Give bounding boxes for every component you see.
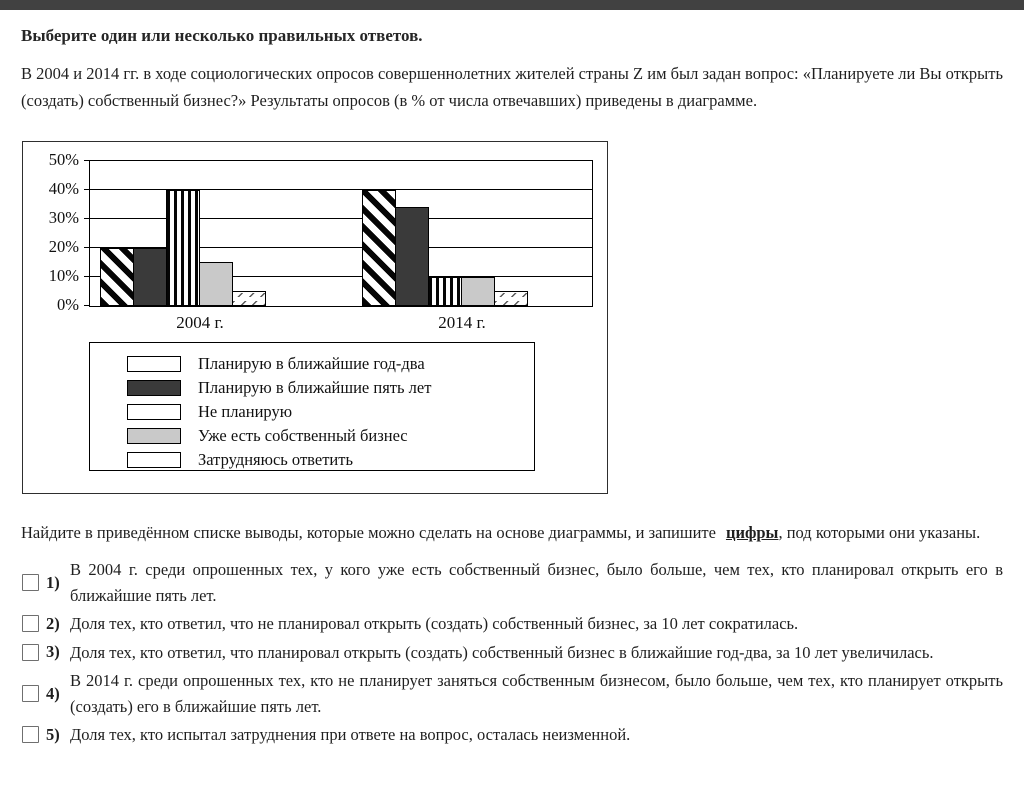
option-checkbox-1[interactable] bbox=[22, 574, 39, 591]
bar-group2-series5 bbox=[494, 291, 528, 306]
legend-label: Уже есть собственный бизнес bbox=[198, 426, 408, 445]
legend-label: Не планирую bbox=[198, 402, 293, 421]
top-bar bbox=[0, 0, 1024, 10]
option-number: 4) bbox=[46, 683, 60, 703]
x-axis-label: 2014 г. bbox=[438, 313, 486, 332]
y-tick-label: 40% bbox=[48, 179, 79, 198]
option-checkbox-3[interactable] bbox=[22, 644, 39, 661]
y-tick-mark bbox=[84, 218, 90, 219]
option-text: Доля тех, кто ответил, что планировал открыть (создать) собственный бизнес в ближайшие год-два, за 10 лет увеличилась. bbox=[70, 642, 934, 662]
options-list bbox=[21, 557, 1003, 748]
option-number: 3) bbox=[46, 642, 60, 662]
bar-group2-series1 bbox=[362, 190, 396, 306]
legend-item bbox=[127, 352, 534, 376]
x-axis-label: 2004 г. bbox=[176, 313, 224, 332]
bar-group1-series1 bbox=[100, 248, 134, 306]
y-tick-mark bbox=[84, 189, 90, 190]
bar-group1-series4 bbox=[199, 262, 233, 306]
y-tick-label: 0% bbox=[57, 295, 79, 314]
bar-group1-series3 bbox=[166, 190, 200, 306]
chart-box bbox=[22, 141, 608, 494]
y-tick-mark bbox=[84, 160, 90, 161]
option-number: 1) bbox=[46, 572, 60, 592]
option-number: 2) bbox=[46, 613, 60, 633]
legend-label: Затрудняюсь ответить bbox=[198, 450, 353, 469]
question-text-after: , под которыми они указаны. bbox=[778, 523, 981, 542]
option-checkbox-4[interactable] bbox=[22, 685, 39, 702]
legend-box bbox=[89, 342, 535, 471]
legend-swatch-sparse-hatch bbox=[127, 452, 181, 468]
y-tick-mark bbox=[84, 305, 90, 306]
bar-group2-series2 bbox=[395, 207, 429, 306]
y-tick-label: 50% bbox=[48, 150, 79, 169]
legend-item bbox=[127, 448, 534, 472]
y-tick-mark bbox=[84, 276, 90, 277]
option-text: Доля тех, кто испытал затруднения при ответе на вопрос, осталась неизменной. bbox=[70, 725, 631, 744]
plot-area bbox=[89, 160, 593, 307]
option-row-5 bbox=[21, 722, 1003, 748]
y-tick-label: 30% bbox=[48, 208, 79, 227]
legend-swatch-diagonal-hatch bbox=[127, 356, 181, 372]
intro-paragraph: В 2004 и 2014 гг. в ходе социологических опросов совершеннолетних жителей страны Z им был задан вопрос: «Планируете ли Вы открыть (создать) собственный бизнес?» Результаты опросов (в % от числа отвечавших) приведены в диаграмме. bbox=[21, 64, 1003, 110]
legend-item bbox=[127, 376, 534, 400]
y-tick-label: 20% bbox=[48, 237, 79, 256]
option-checkbox-5[interactable] bbox=[22, 726, 39, 743]
bar-group2-series4 bbox=[461, 277, 495, 306]
legend-swatch-vertical-stripes bbox=[127, 404, 181, 420]
legend-label: Планирую в ближайшие год-два bbox=[198, 354, 425, 373]
y-tick-label: 10% bbox=[48, 266, 79, 285]
question-page bbox=[0, 10, 1024, 748]
option-row-3 bbox=[21, 640, 1003, 666]
legend-swatch-solid-light-gray bbox=[127, 428, 181, 444]
legend-item bbox=[127, 400, 534, 424]
option-row-1 bbox=[21, 557, 1003, 608]
question-text bbox=[21, 519, 1003, 546]
option-text: Доля тех, кто ответил, что не планировал открыть (создать) собственный бизнес, за 10 лет сократилась. bbox=[70, 614, 799, 633]
question-text-before: Найдите в приведённом списке выводы, которые можно сделать на основе диаграммы, и запишите bbox=[21, 523, 716, 542]
legend-item bbox=[127, 424, 534, 448]
option-number: 5) bbox=[46, 724, 60, 744]
question-keyword: цифры bbox=[725, 523, 779, 542]
option-text: В 2014 г. среди опрошенных тех, кто не планирует заняться собственным бизнесом, было больше, чем тех, кто планирует открыть (создать) его в ближайшие пять лет. bbox=[70, 671, 1003, 716]
bar-group1-series5 bbox=[232, 291, 266, 306]
bar-group1-series2 bbox=[133, 248, 167, 306]
option-text: В 2004 г. среди опрошенных тех, у кого уже есть собственный бизнес, было больше, чем тех, кто планировал открыть его в ближайшие пять лет. bbox=[70, 560, 1003, 605]
option-checkbox-2[interactable] bbox=[22, 615, 39, 632]
bar-group2-series3 bbox=[428, 277, 462, 306]
legend-label: Планирую в ближайшие пять лет bbox=[198, 378, 432, 397]
legend-swatch-solid-dark bbox=[127, 380, 181, 396]
page-title: Выберите один или несколько правильных ответов. bbox=[21, 26, 423, 45]
option-row-4 bbox=[21, 668, 1003, 719]
option-row-2 bbox=[21, 611, 1003, 637]
y-tick-mark bbox=[84, 247, 90, 248]
